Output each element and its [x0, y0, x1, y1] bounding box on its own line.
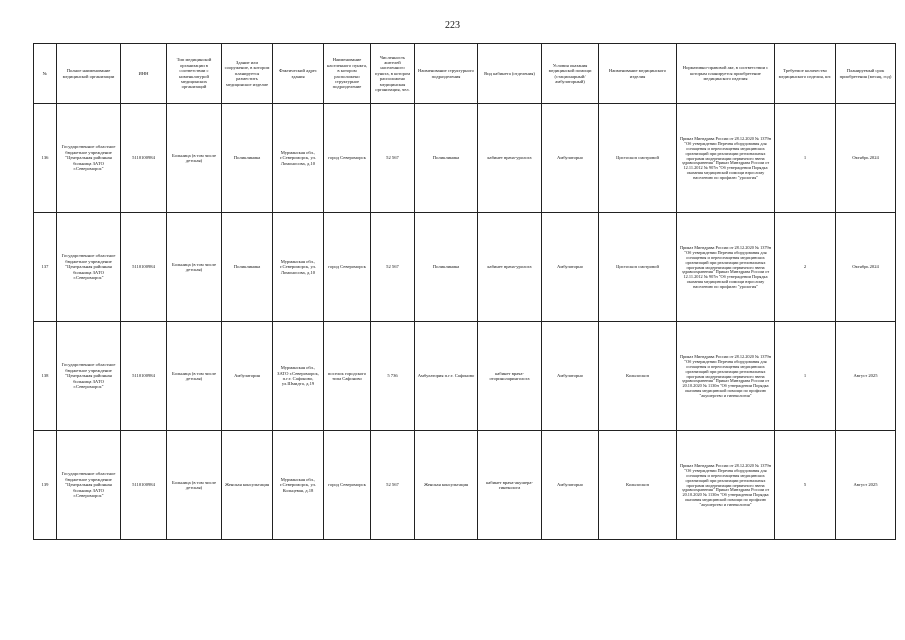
cell-population: 52 567: [371, 213, 415, 322]
cell-population: 52 567: [371, 431, 415, 540]
table-header: [34, 44, 896, 104]
col-header: ИНН: [121, 44, 167, 104]
col-header: Полное наименование медицинской организации: [57, 44, 121, 104]
cell-address: Мурманская обл., г.Североморск, ул. Кольцевая, д.18: [273, 431, 324, 540]
cell-population: 5 736: [371, 322, 415, 431]
cell-conditions: Амбулаторно: [542, 213, 599, 322]
cell-org-type: Больница (в том числе детская): [167, 431, 222, 540]
cell-org: Государственное областное бюджетное учреждение "Центральная районная больница ЗАТО г.Североморск": [57, 213, 121, 322]
col-header: Вид кабинета (отделения): [478, 44, 542, 104]
col-header: Наименование медицинского изделия: [599, 44, 677, 104]
cell-regulation: Приказ Минздрава России от 28.12.2020 № 1379н "Об утверждении Перечня оборудования для оснащения и переоснащения медицинских организаций при реализации региональных программ модернизации первичного звена здравоохранения" Приказ Минздрава России от 20.10.2020 № 1130н "Об утверждении Порядка оказания медицинской помощи по профилю "акушерство и гинекология": [677, 322, 775, 431]
cell-device: Цистоскоп смотровой: [599, 104, 677, 213]
table-row: [34, 104, 896, 213]
cell-building: Поликлиника: [222, 213, 273, 322]
col-header: Здание или сооружение, в котором планируется разместить медицинское изделие: [222, 44, 273, 104]
cell-conditions: Амбулаторно: [542, 322, 599, 431]
col-header: Требуемое количество медицинского изделия, шт.: [775, 44, 836, 104]
col-header: Наименование структурного подразделения: [415, 44, 478, 104]
cell-building: Женская консультация: [222, 431, 273, 540]
cell-inn: 5110100984: [121, 431, 167, 540]
cell-num: 136: [34, 104, 57, 213]
cell-building: Амбулатория: [222, 322, 273, 431]
cell-quantity: 5: [775, 431, 836, 540]
col-header: Фактический адрес здания: [273, 44, 324, 104]
cell-device: Кольпоскоп: [599, 431, 677, 540]
cell-inn: 5110100984: [121, 322, 167, 431]
cell-org: Государственное областное бюджетное учреждение "Центральная районная больница ЗАТО г.Североморск": [57, 431, 121, 540]
col-header: Планируемый срок приобретения (месяц, год): [836, 44, 896, 104]
cell-locality: город Североморск: [324, 213, 371, 322]
table-row: [34, 431, 896, 540]
cell-address: Мурманская обл., ЗАТО г.Североморск, п.г.т. Сафоново, ул.Шмидта, д.19: [273, 322, 324, 431]
cell-regulation: Приказ Минздрава России от 28.12.2020 № 1379н "Об утверждении Перечня оборудования для оснащения и переоснащения медицинских организаций при реализации региональных программ модернизации первичного звена здравоохранения" Приказ Минздрава России от 12.11.2012 № 907н "Об утверждении Порядка оказания медицинской помощи взрослому населению по профилю "урология": [677, 104, 775, 213]
cell-conditions: Амбулаторно: [542, 104, 599, 213]
cell-cabinet: кабинет врача-уролога: [478, 104, 542, 213]
cell-date: Октябрь 2024: [836, 213, 896, 322]
cell-cabinet: кабинет врача-уролога: [478, 213, 542, 322]
cell-division: Поликлиника: [415, 104, 478, 213]
cell-device: Цистоскоп смотровой: [599, 213, 677, 322]
cell-building: Поликлиника: [222, 104, 273, 213]
col-header: №: [34, 44, 57, 104]
cell-cabinet: кабинет врача-акушера-гинеколога: [478, 431, 542, 540]
col-header: Численность жителей населенного пункта, в котором расположено медицинская организация, чел.: [371, 44, 415, 104]
cell-org-type: Больница (в том числе детская): [167, 213, 222, 322]
cell-date: Октябрь 2024: [836, 104, 896, 213]
cell-quantity: 2: [775, 213, 836, 322]
cell-num: 138: [34, 322, 57, 431]
cell-num: 139: [34, 431, 57, 540]
cell-quantity: 1: [775, 104, 836, 213]
cell-device: Кольпоскоп: [599, 322, 677, 431]
cell-population: 52 567: [371, 104, 415, 213]
col-header: Условия оказания медицинской помощи (стационарный/амбулаторный): [542, 44, 599, 104]
cell-org: Государственное областное бюджетное учреждение "Центральная районная больница ЗАТО г.Североморск": [57, 322, 121, 431]
cell-org-type: Больница (в том числе детская): [167, 104, 222, 213]
cell-regulation: Приказ Минздрава России от 28.12.2020 № 1379н "Об утверждении Перечня оборудования для оснащения и переоснащения медицинских организаций при реализации региональных программ модернизации первичного звена здравоохранения" Приказ Минздрава России от 12.11.2012 № 907н "Об утверждении Порядка оказания медицинской помощи взрослому населению по профилю "урология": [677, 213, 775, 322]
col-header: Нормативно-правовой акт, в соответствии с которым планируется приобретение медицинского изделия: [677, 44, 775, 104]
cell-cabinet: кабинет врача-оториноларинголога: [478, 322, 542, 431]
table-row: [34, 322, 896, 431]
cell-locality: город Североморск: [324, 431, 371, 540]
cell-division: Поликлиника: [415, 213, 478, 322]
table-row: [34, 213, 896, 322]
cell-locality: город Североморск: [324, 104, 371, 213]
col-header: Тип медицинской организации в соответствии с номенклатурой медицинских организаций: [167, 44, 222, 104]
cell-locality: поселок городского типа Сафоново: [324, 322, 371, 431]
cell-num: 137: [34, 213, 57, 322]
cell-regulation: Приказ Минздрава России от 28.12.2020 № 1379н "Об утверждении Перечня оборудования для оснащения и переоснащения медицинских организаций при реализации региональных программ модернизации первичного звена здравоохранения" Приказ Минздрава России от 20.10.2020 № 1130н "Об утверждении Порядка оказания медицинской помощи по профилю "акушерство и гинекология": [677, 431, 775, 540]
cell-inn: 5110100984: [121, 213, 167, 322]
equipment-table: [33, 43, 896, 540]
cell-date: Август 2025: [836, 322, 896, 431]
cell-division: Амбулатория п.г.т. Сафоново: [415, 322, 478, 431]
cell-date: Август 2025: [836, 431, 896, 540]
cell-org: Государственное областное бюджетное учреждение "Центральная районная больница ЗАТО г.Североморск": [57, 104, 121, 213]
page-number: 223: [445, 20, 460, 31]
cell-quantity: 1: [775, 322, 836, 431]
cell-org-type: Больница (в том числе детская): [167, 322, 222, 431]
cell-address: Мурманская обл., г.Североморск, ул. Ломоносова, д.10: [273, 104, 324, 213]
cell-inn: 5110100984: [121, 104, 167, 213]
cell-conditions: Амбулаторно: [542, 431, 599, 540]
col-header: Наименование населенного пункта, в котором расположено структурное подразделение: [324, 44, 371, 104]
cell-division: Женская консультация: [415, 431, 478, 540]
cell-address: Мурманская обл., г.Североморск, ул. Ломоносова, д.10: [273, 213, 324, 322]
